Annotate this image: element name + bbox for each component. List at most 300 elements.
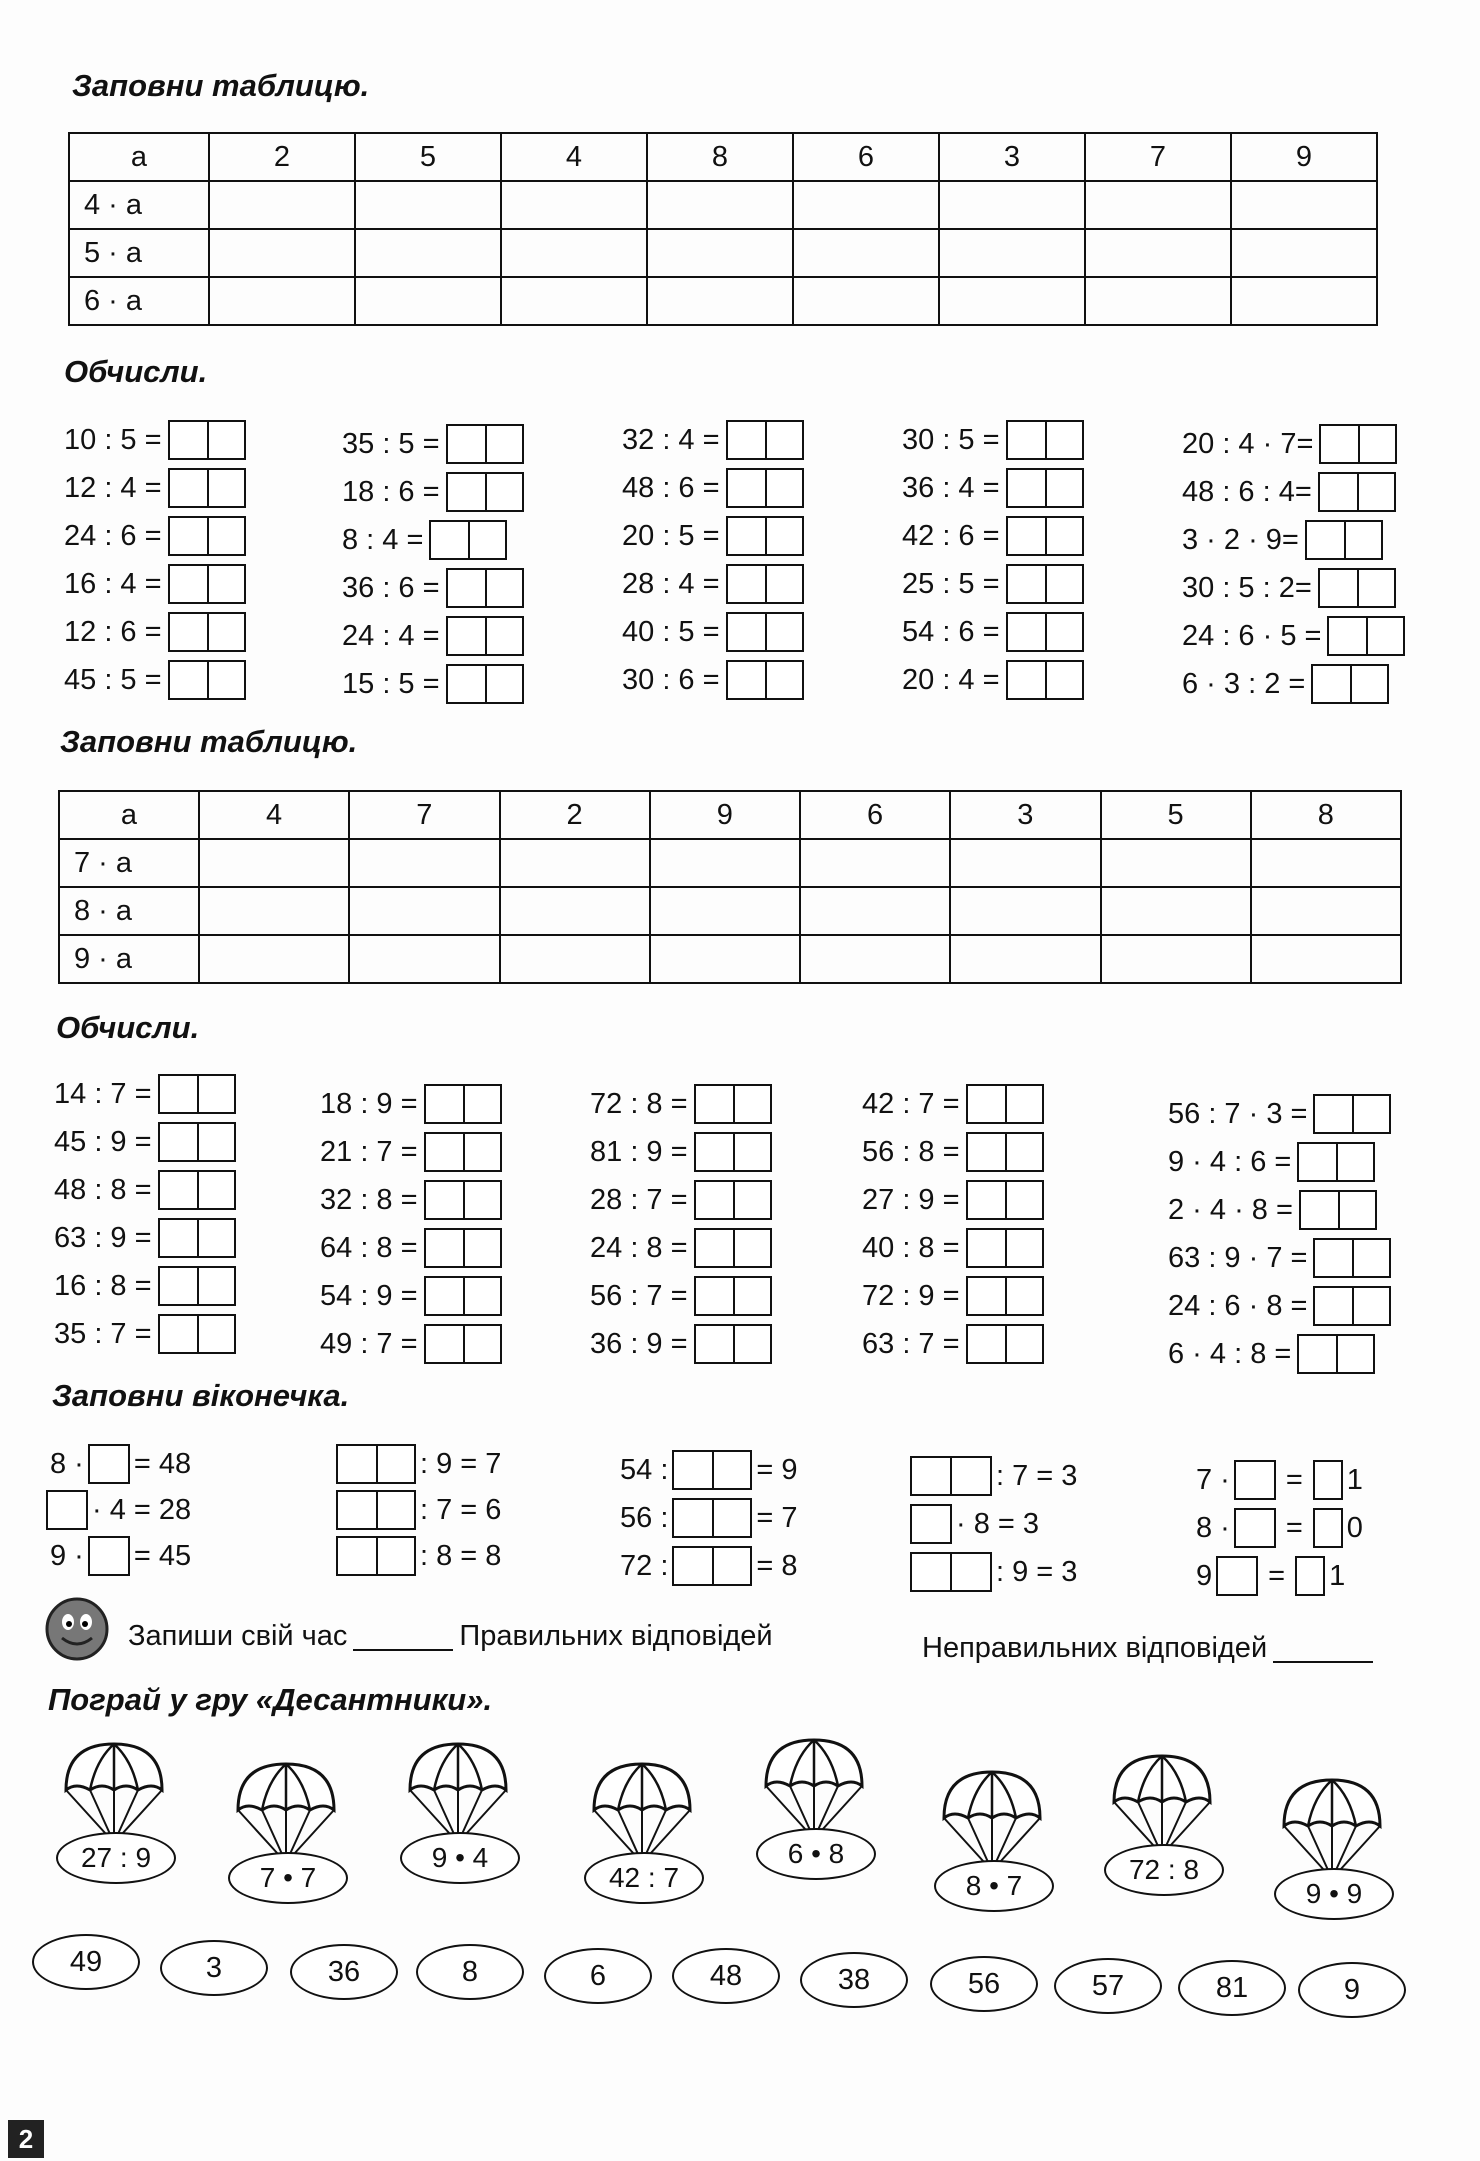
answer-cell[interactable] [800,839,950,887]
answer-box[interactable] [1006,420,1084,460]
answer-box[interactable] [158,1266,236,1306]
answer-box[interactable] [424,1132,502,1172]
fill-equation [332,1536,501,1576]
calc-equation [862,1272,1044,1320]
answer-box[interactable] [424,1228,502,1268]
answer-box[interactable] [446,472,524,512]
answer-box[interactable] [424,1276,502,1316]
answer-box[interactable] [694,1132,772,1172]
wrong-answers-row [922,1632,1379,1665]
equation-part: 56 : [620,1501,669,1534]
answer-cell[interactable] [501,277,647,325]
answer-box[interactable] [672,1498,752,1538]
answer-cell[interactable] [1101,887,1251,935]
equation-text: 45 : 5 = [64,663,162,696]
equation-text: 10 : 5 = [64,423,162,456]
calc-equation [1182,468,1405,516]
answer-box[interactable] [429,520,507,560]
answer-oval[interactable]: 57 [1054,1958,1162,2014]
answer-box[interactable] [168,612,246,652]
answer-box[interactable] [672,1450,752,1490]
calc-equation [1182,660,1405,708]
answer-box[interactable] [424,1324,502,1364]
answer-oval[interactable]: 49 [32,1934,140,1990]
answer-box[interactable] [694,1180,772,1220]
calc-equation [1168,1138,1391,1186]
answer-box[interactable] [1313,1238,1391,1278]
answer-box[interactable] [446,424,524,464]
answer-box[interactable] [168,468,246,508]
fill-equation: 9 = 1 [1196,1556,1345,1596]
table-cell: a [59,791,199,839]
equation-text: 30 : 5 : 2= [1182,571,1312,604]
table-cell: 5 [1101,791,1251,839]
answer-cell[interactable] [939,181,1085,229]
answer-cell[interactable] [647,277,793,325]
parachute [934,1768,1054,1918]
equation-text: 16 : 4 = [64,567,162,600]
answer-box[interactable] [694,1228,772,1268]
answer-cell[interactable] [939,229,1085,277]
equation-text: 28 : 4 = [622,567,720,600]
equation-text: 30 : 6 = [622,663,720,696]
answer-box[interactable] [1319,424,1397,464]
equation-text: 28 : 7 = [590,1183,688,1216]
answer-box[interactable] [966,1132,1044,1172]
answer-box[interactable] [168,660,246,700]
answer-cell[interactable] [199,887,349,935]
equation-text: 9 · 4 : 6 = [1168,1145,1292,1178]
calc-equation [342,612,524,660]
table-row [59,935,1401,983]
multiplication-table-2 [58,790,1402,984]
answer-box[interactable] [336,1444,416,1484]
smiley-icon [44,1596,110,1662]
multiplication-table-1 [68,132,1378,326]
answer-cell[interactable] [1085,277,1231,325]
answer-box[interactable] [1216,1556,1258,1596]
answer-box[interactable] [1299,1190,1377,1230]
equation-part: : 9 = 3 [996,1555,1078,1588]
table-cell: 9 [650,791,800,839]
parachute-expression[interactable]: 8 • 7 [934,1860,1054,1912]
calc-equation [622,512,804,560]
answer-cell[interactable] [1251,887,1401,935]
answer-oval[interactable]: 81 [1178,1960,1286,2016]
calc-equation [54,1166,236,1214]
calc-equation [54,1310,236,1358]
answer-box[interactable] [726,516,804,556]
answer-box[interactable] [910,1552,952,1592]
answer-cell[interactable] [793,181,939,229]
equation-text: 24 : 8 = [590,1231,688,1264]
calc-equation [64,656,246,704]
equation-text: 12 : 4 = [64,471,162,504]
answer-cell[interactable] [349,887,499,935]
answer-box[interactable] [168,420,246,460]
equation-text: 20 : 4 · 7= [1182,427,1314,460]
equation-text: 42 : 6 = [902,519,1000,552]
answer-box[interactable] [336,1536,416,1576]
answer-box[interactable] [88,1444,130,1484]
calc-equation [590,1320,772,1368]
answer-box[interactable] [446,568,524,608]
answer-box[interactable] [158,1218,236,1258]
answer-box[interactable] [1006,516,1084,556]
answer-box[interactable] [966,1084,1044,1124]
equation-text: 24 : 6 = [64,519,162,552]
answer-box[interactable] [694,1084,772,1124]
answer-box[interactable] [694,1276,772,1316]
answer-cell[interactable] [355,229,501,277]
page-number: 2 [8,2120,44,2158]
calc-equation [590,1176,772,1224]
parachute-expression[interactable]: 9 • 9 [1274,1868,1394,1920]
answer-cell[interactable] [939,277,1085,325]
answer-box[interactable] [46,1490,88,1530]
answer-box[interactable] [1318,472,1396,512]
answer-cell[interactable] [1231,229,1377,277]
answer-box[interactable] [910,1504,952,1544]
answer-cell[interactable] [209,277,355,325]
calc-equation [1182,612,1405,660]
answer-box[interactable] [168,516,246,556]
answer-oval[interactable]: 3 [160,1940,268,1996]
answer-box[interactable] [158,1170,236,1210]
answer-box[interactable] [446,616,524,656]
parachute-expression[interactable]: 7 • 7 [228,1852,348,1904]
equation-part: 8 · [50,1447,84,1480]
section3-heading: Заповни таблицю. [60,724,358,759]
calc-column [1182,420,1405,708]
parachute [584,1760,704,1910]
equation-text: 3 · 2 · 9= [1182,523,1299,556]
time-label: Запиши свій час [128,1620,348,1652]
parachute-expression[interactable]: 9 • 4 [400,1832,520,1884]
answer-oval[interactable]: 6 [544,1948,652,2004]
section1-heading: Заповни таблицю. [72,68,370,103]
fill-equation [906,1552,1077,1592]
row-label: 6 · a [69,277,209,325]
answer-cell[interactable] [1101,839,1251,887]
calc-equation [622,464,804,512]
answer-cell[interactable] [950,887,1100,935]
parachute-icon [56,1740,172,1840]
equation-text: 14 : 7 = [54,1077,152,1110]
equation-part: · 4 = 28 [92,1493,192,1526]
equation-text: 24 : 4 = [342,619,440,652]
answer-box[interactable] [158,1122,236,1162]
answer-box[interactable] [950,1456,992,1496]
answer-box[interactable] [726,612,804,652]
equation-part: : 8 = 8 [420,1539,502,1572]
fill-equation [620,1498,798,1538]
equation-text: 25 : 5 = [902,567,1000,600]
calc-column [902,416,1084,704]
table-cell: 2 [209,133,355,181]
table-cell: 4 [501,133,647,181]
equation-part: : 7 = 3 [996,1459,1078,1492]
answer-box[interactable] [1313,1094,1391,1134]
calc-equation [590,1080,772,1128]
equation-text: 48 : 8 = [54,1173,152,1206]
answer-cell[interactable] [650,935,800,983]
equation-text: 42 : 7 = [862,1087,960,1120]
answer-cell[interactable] [793,277,939,325]
row-label: 8 · a [59,887,199,935]
answer-box[interactable] [446,664,524,704]
answer-box[interactable] [1234,1460,1276,1500]
equation-text: 64 : 8 = [320,1231,418,1264]
answer-box[interactable] [336,1490,416,1530]
calc-equation [320,1320,502,1368]
calc-equation [902,608,1084,656]
answer-cell[interactable] [209,229,355,277]
equation-text: 15 : 5 = [342,667,440,700]
answer-box[interactable] [1313,1508,1343,1548]
answer-box[interactable] [1305,520,1383,560]
equation-text: 36 : 6 = [342,571,440,604]
answer-cell[interactable] [209,181,355,229]
equation-text: 21 : 7 = [320,1135,418,1168]
equation-text: 40 : 5 = [622,615,720,648]
equation-part: 54 : [620,1453,669,1486]
calc-equation [862,1128,1044,1176]
parachute-icon [228,1760,344,1860]
answer-cell[interactable] [950,839,1100,887]
answer-cell[interactable] [501,181,647,229]
answer-oval[interactable]: 38 [800,1952,908,2008]
calc-column [64,416,246,704]
parachute-expression[interactable]: 27 : 9 [56,1832,176,1884]
time-input[interactable] [353,1623,453,1651]
calc-equation [1168,1330,1391,1378]
answer-box[interactable] [726,660,804,700]
answer-box[interactable] [694,1324,772,1364]
equation-part: 9 [1196,1559,1213,1592]
calc-equation [342,468,524,516]
parachute-expression[interactable]: 6 • 8 [756,1828,876,1880]
answer-cell[interactable] [793,229,939,277]
equation-text: 6 · 4 : 8 = [1168,1337,1292,1370]
answer-cell[interactable] [1251,839,1401,887]
equation-text: 63 : 9 · 7 = [1168,1241,1308,1274]
answer-box[interactable] [158,1314,236,1354]
equation-text: 18 : 6 = [342,475,440,508]
answer-box[interactable] [1297,1334,1375,1374]
equation-text: 63 : 7 = [862,1327,960,1360]
fill-equation [620,1450,798,1490]
fill-equation [906,1456,1077,1496]
answer-cell[interactable] [501,229,647,277]
calc-equation [622,656,804,704]
answer-oval[interactable]: 48 [672,1948,780,2004]
answer-box[interactable] [1234,1508,1276,1548]
equation-part: 72 : [620,1549,669,1582]
equation-text: 54 : 9 = [320,1279,418,1312]
calc-equation [320,1224,502,1272]
section2-heading: Обчисли. [64,354,208,389]
equation-text: 20 : 4 = [902,663,1000,696]
calc-column [622,416,804,704]
equation-text: 18 : 9 = [320,1087,418,1120]
answer-cell[interactable] [800,935,950,983]
equation-part: 1 [1346,1463,1363,1496]
answer-box[interactable] [726,468,804,508]
equation-text: 20 : 5 = [622,519,720,552]
answer-cell[interactable] [1101,935,1251,983]
answer-cell[interactable] [199,935,349,983]
answer-oval[interactable]: 8 [416,1944,524,2000]
equation-part: = 45 [133,1539,192,1572]
answer-box[interactable] [424,1180,502,1220]
fill-equation [46,1490,191,1530]
table-cell: 8 [1251,791,1401,839]
table-cell: 6 [793,133,939,181]
answer-cell[interactable] [500,935,650,983]
calc-equation [902,656,1084,704]
answer-cell[interactable] [1085,229,1231,277]
answer-cell[interactable] [1231,277,1377,325]
answer-box[interactable] [966,1276,1044,1316]
answer-box[interactable] [966,1324,1044,1364]
calc-equation [902,464,1084,512]
answer-box[interactable] [1006,612,1084,652]
equation-text: 6 · 3 : 2 = [1182,667,1306,700]
answer-box[interactable] [726,420,804,460]
calc-equation [64,464,246,512]
answer-box[interactable] [1313,1460,1343,1500]
table-row [69,229,1377,277]
parachute-expression[interactable]: 72 : 8 [1104,1844,1224,1896]
calc-equation [64,512,246,560]
answer-cell[interactable] [500,887,650,935]
parachute [56,1740,176,1890]
answer-box[interactable] [1313,1286,1391,1326]
parachute-icon [934,1768,1050,1868]
equation-text: 30 : 5 = [902,423,1000,456]
answer-box[interactable] [1006,564,1084,604]
table-cell: 3 [939,133,1085,181]
answer-box[interactable] [168,564,246,604]
equation-text: 72 : 9 = [862,1279,960,1312]
answer-box[interactable] [966,1228,1044,1268]
fill-equation [620,1546,798,1586]
table-header-row [59,791,1401,839]
answer-cell[interactable] [647,229,793,277]
calc-equation [1168,1234,1391,1282]
answer-oval[interactable]: 56 [930,1956,1038,2012]
answer-box[interactable] [672,1546,752,1586]
parachute-icon [584,1760,700,1860]
answer-cell[interactable] [950,935,1100,983]
calc-equation [862,1224,1044,1272]
answer-oval[interactable]: 36 [290,1944,398,2000]
answer-oval[interactable]: 9 [1298,1962,1406,2018]
answer-cell[interactable] [349,935,499,983]
parachute [756,1736,876,1886]
equation-text: 40 : 8 = [862,1231,960,1264]
equation-text: 36 : 9 = [590,1327,688,1360]
answer-cell[interactable] [349,839,499,887]
calc-equation [622,416,804,464]
answer-cell[interactable] [647,181,793,229]
answer-box[interactable] [1297,1142,1375,1182]
answer-box[interactable] [1318,568,1396,608]
parachute [1274,1776,1394,1926]
calc-equation [320,1080,502,1128]
equation-text: 72 : 8 = [590,1087,688,1120]
answer-cell[interactable] [800,887,950,935]
equation-part: 0 [1346,1511,1363,1544]
answer-box[interactable] [1327,616,1405,656]
table-header-row [69,133,1377,181]
calc-equation [902,560,1084,608]
parachute [228,1760,348,1910]
equation-text: 49 : 7 = [320,1327,418,1360]
calc-equation [342,516,524,564]
calc-equation [342,660,524,708]
answer-cell[interactable] [1085,181,1231,229]
answer-box[interactable] [1311,664,1389,704]
answer-cell[interactable] [1251,935,1401,983]
answer-box[interactable] [1006,468,1084,508]
answer-box[interactable] [424,1084,502,1124]
answer-cell[interactable] [355,181,501,229]
calc-equation [1168,1282,1391,1330]
fill-equation: 7 · = 1 [1196,1460,1363,1500]
answer-cell[interactable] [199,839,349,887]
calc-column [590,1080,772,1368]
parachute-expression[interactable]: 42 : 7 [584,1852,704,1904]
answer-box[interactable] [158,1074,236,1114]
table-row [69,181,1377,229]
answer-cell[interactable] [500,839,650,887]
calc-column [320,1080,502,1368]
calc-equation [622,608,804,656]
answer-box[interactable] [1006,660,1084,700]
answer-cell[interactable] [355,277,501,325]
calc-column [862,1080,1044,1368]
row-label: 4 · a [69,181,209,229]
answer-box[interactable] [88,1536,130,1576]
answer-box[interactable] [1295,1556,1325,1596]
equation-text: 12 : 6 = [64,615,162,648]
answer-box[interactable] [950,1552,992,1592]
calc-equation [342,564,524,612]
answer-cell[interactable] [1231,181,1377,229]
equation-part: = 7 [756,1501,798,1534]
row-label: 7 · a [59,839,199,887]
parachute-icon [1274,1776,1390,1876]
equation-text: 45 : 9 = [54,1125,152,1158]
wrong-answers-input[interactable] [1273,1635,1373,1663]
equation-text: 56 : 8 = [862,1135,960,1168]
calc-equation [590,1272,772,1320]
equation-text: 24 : 6 · 8 = [1168,1289,1308,1322]
calc-column [342,420,524,708]
calc-equation [902,512,1084,560]
answer-box[interactable] [726,564,804,604]
table-row [69,277,1377,325]
equation-part: : 7 = 6 [420,1493,502,1526]
answer-box[interactable] [966,1180,1044,1220]
answer-box[interactable] [910,1456,952,1496]
parachute-icon [400,1740,516,1840]
answer-cell[interactable] [650,887,800,935]
answer-cell[interactable] [650,839,800,887]
calc-column [1168,1090,1391,1378]
